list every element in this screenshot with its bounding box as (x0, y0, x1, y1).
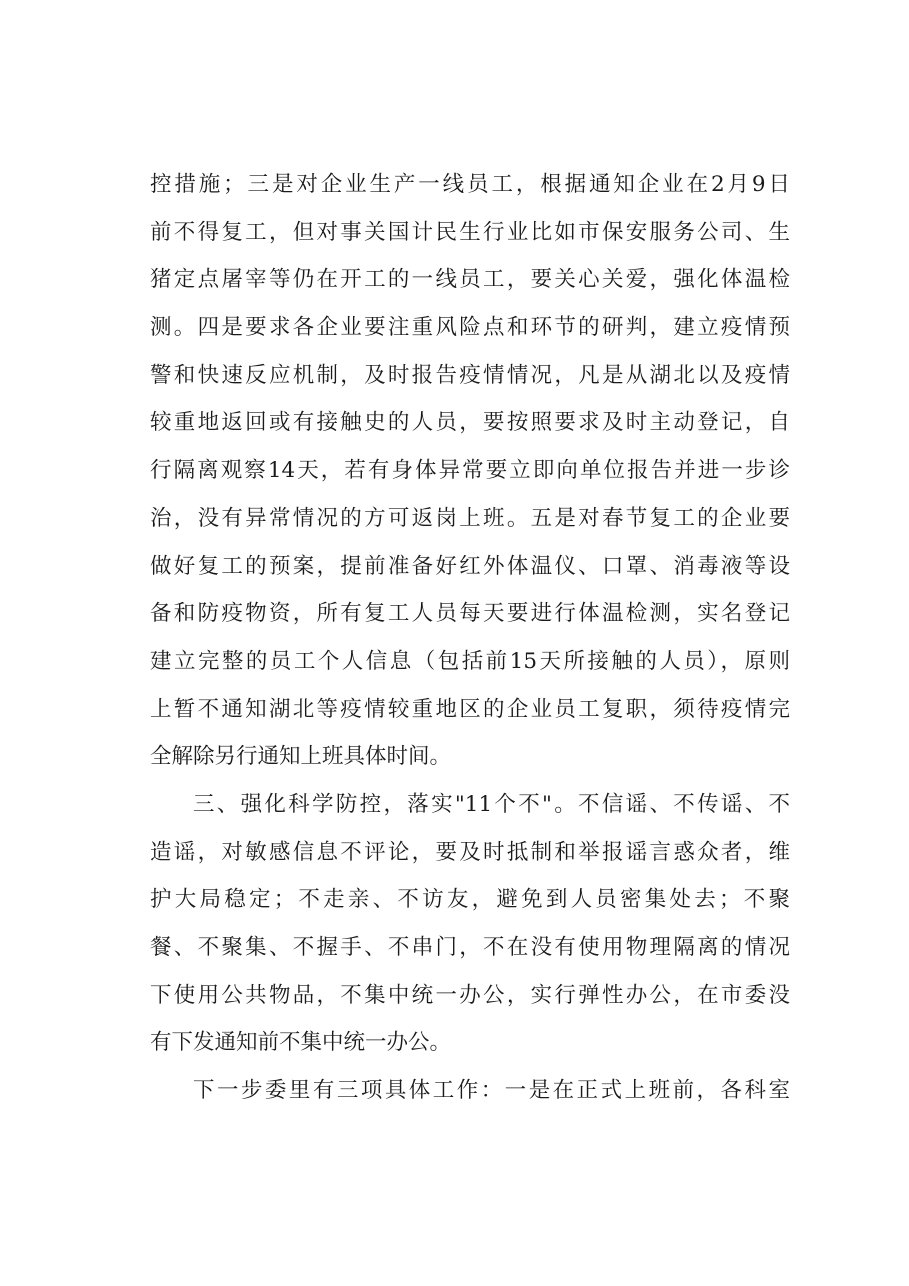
text-line: 备和防疫物资，所有复工人员每天要进行体温检测，实名登记 (150, 601, 790, 627)
text-line: 有下发通知前不集中统一办公。 (150, 1030, 452, 1056)
text-line: 建立完整的员工个人信息（包括前15天所接触的人员），原则 (150, 648, 790, 674)
text-line: 前不得复工，但对事关国计民生行业比如市保安服务公司、生 (150, 219, 790, 245)
text-line: 猪定点屠宰等仍在开工的一线员工，要关心关爱，强化体温检 (150, 267, 790, 293)
text-line: 较重地返回或有接触史的人员，要按照要求及时主动登记，自 (150, 410, 790, 436)
text-line: 警和快速反应机制，及时报告疫情情况，凡是从湖北以及疫情 (150, 362, 790, 388)
text-line: 三、强化科学防控，落实"11个不"。不信谣、不传谣、不 (193, 791, 790, 817)
text-line: 全解除另行通知上班具体时间。 (150, 744, 452, 770)
text-line: 护大局稳定；不走亲、不访友，避免到人员密集处去；不聚 (150, 887, 790, 913)
text-line: 控措施；三是对企业生产一线员工，根据通知企业在2月9日 (150, 172, 790, 197)
text-line: 测。四是要求各企业要注重风险点和环节的研判，建立疫情预 (150, 315, 790, 341)
text-line: 下使用公共物品，不集中统一办公，实行弹性办公，在市委没 (150, 982, 790, 1008)
text-line: 餐、不聚集、不握手、不串门，不在没有使用物理隔离的情况 (150, 935, 790, 960)
text-line: 下一步委里有三项具体工作：一是在正式上班前，各科室 (193, 1078, 790, 1104)
document-body (150, 161, 790, 1115)
text-line: 上暂不通知湖北等疫情较重地区的企业员工复职，须待疫情完 (150, 696, 790, 722)
text-line: 造谣，对敏感信息不评论，要及时抵制和举报谣言惑众者，维 (150, 839, 790, 865)
text-line: 治，没有异常情况的方可返岗上班。五是对春节复工的企业要 (150, 505, 790, 531)
text-line: 做好复工的预案，提前准备好红外体温仪、口罩、消毒液等设 (150, 553, 790, 579)
text-line: 行隔离观察14天，若有身体异常要立即向单位报告并进一步诊 (150, 458, 790, 484)
